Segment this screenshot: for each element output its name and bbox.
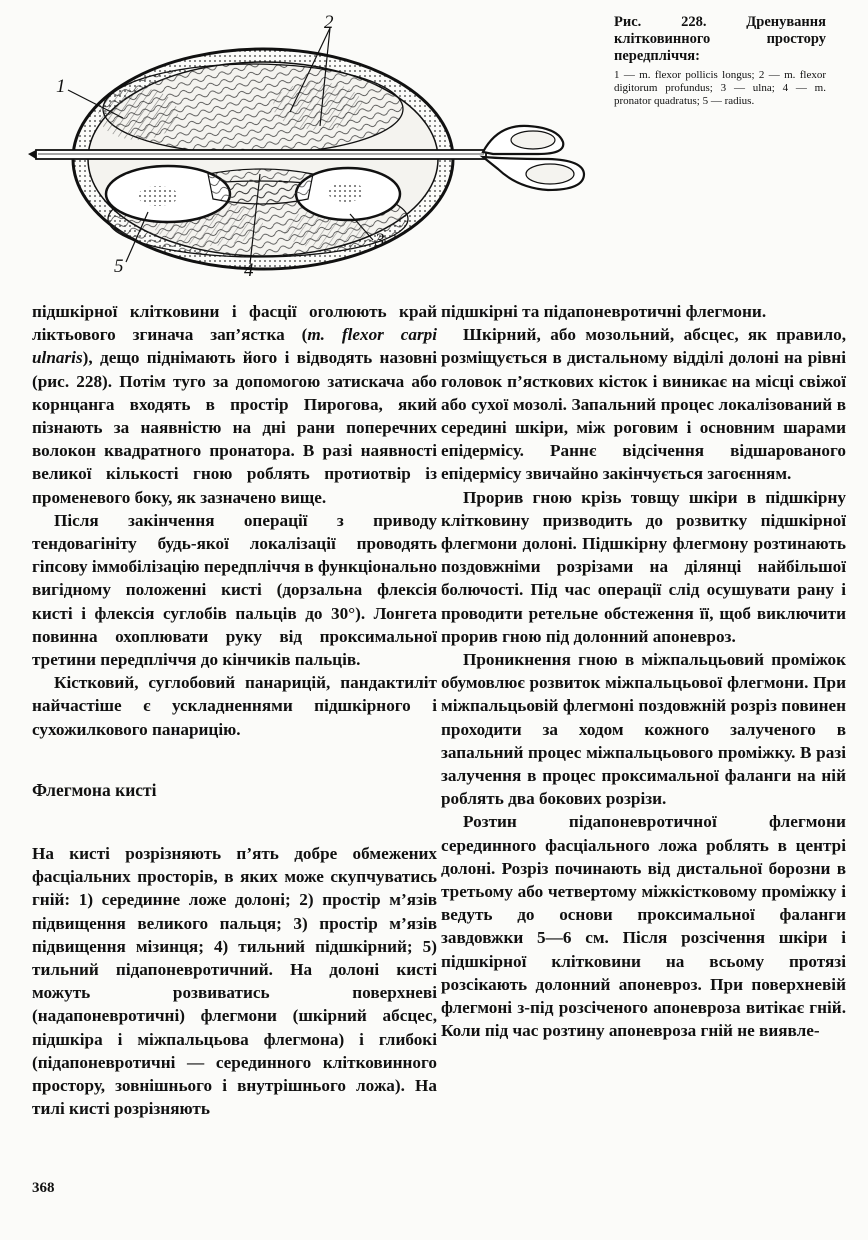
paragraph: Проникнення гною в міжпальцьовий проміжок обумовлює розвиток міжпальцьової флегмони. При міжпальцьовій флегмоні поздовжній розріз повинен проходити за ходом кожного залученого в запальний процес міжпальцьового проміжку. В разі залучення в процес проксимальної фаланги на ній роблять два бокових розрізи. [441,650,846,809]
right-text-column [441,300,846,1043]
paragraph: підшкірні та підапоневротичні флегмони. [441,302,767,321]
figure-label-1: 1 [56,76,66,97]
key-term: Підшкірну флегмону [582,534,749,554]
figure-label-4: 4 [244,260,254,276]
figure-caption [614,14,826,108]
paragraph: Прорив гною крізь товщу шкіри в підшкірну клітковину призводить до розвитку підшкірної флегмони долоні. Підшкірну флегмону розтинають поздовжніми розрізами на ділянці найбільшої болючості. Під час операції слід осушувати рану і проводити ретельне обстеження її, щоб виключити прорив гною під долонний апоневроз. [441,487,846,646]
paragraph: Розтин підапоневротичної флегмони серединного фасціального ложа роблять в центрі долоні. Розріз починають від дистальної борозни в третьому або четвертому міжкістковому проміжку і ведуть до основи проксимальної фаланги завдовжки 5—6 см. Після розсічення шкіри і підшкірної клітковини на всьому протязі розсікають долонний апоневроз. При поверхневій флегмоні з-під розсіченого апоневроза витікає гній. Коли під час розтину апоневроза гній не виявле- [441,812,846,1041]
key-term: міжпальцьової флегмони. [605,673,809,693]
page-number: 368 [32,1180,55,1196]
latin-term: m. flexor carpi ulnaris [32,325,438,368]
figure-label-2: 2 [324,14,334,33]
key-term: Шкірний, або мозольний, абсцес [463,325,735,345]
figure-label-3: 3 [375,230,385,251]
drainage-forceps-shaft [36,150,486,159]
figure-label-5: 5 [114,256,124,276]
caption-legend: 1 — m. flexor pollicis longus; 2 — m. flexor digitorum profundus; 3 — ulna; 4 — m. pronator quadratus; 5 — radius. [614,69,826,107]
left-text-column [32,300,437,1121]
paragraph: Шкірний, або мозольний, абсцес, як правило, розміщується в дистальному відділі долоні на рівні головок п’ясткових кісток і виникає на місці свіжої або сухої мозолі. Запальний процес локалізований в середині шкіри, між роговим і основним шарами епідермісу. Раннє відсічення відшарованого епідермісу звичайно закінчується загоєнням. [441,325,846,484]
key-term: підапоневротичної флегмони [568,812,846,832]
figure-228-illustration [28,14,588,276]
caption-title: Рис. 228. Дренування клітковинного простору передпліччя: [614,14,826,64]
paragraph: Кістковий, суглобовий панарицій, пандактиліт найчастіше є ускладненнями підшкірного і сухожилкового панарицію. [32,673,437,739]
paragraph: На кисті розрізняють п’ять добре обмежених фасціальних просторів, в яких може скупчуватись гній: 1) серединне ложе долоні; 2) простір м’язів підвищення великого пальця; 3) простір м’язів підвищення мізинця; 4) тильний підшкірний; 5) тильний підапоневротичний. На долоні кисті можуть розвиватись поверхневі (надапоневротичні) флегмони (шкірний абсцес, підшкіра і міжпальцьова флегмона) і глибокі (підапоневротичні — серединного клітковинного простору, зовнішнього і внутрішнього ложа). На тилі кисті розрізняють [32,844,437,1119]
paragraph: підшкірної клітковини і фасції оголюють край ліктьового згинача зап’ястка (m. flexor carpi ulnaris), дещо піднімають його і відводять назовні (рис. 228). Потім туго за допомогою затискача або корнцанга входять в простір Пирогова, який пізнають за наявністю на дні рани поперечних волокон квадратного пронатора. В разі наявності великої кількості гною роблять протиотвір із променевого боку, як зазначено вище. [32,302,438,507]
paragraph: Після закінчення операції з приводу тендовагініту будь-якої локалізації проводять гіпсову іммобілізацію передпліччя в функціонально вигідному положенні кисті (дорзальна флексія кисті і флексія суглобів пальців до 30°). Лонгета повинна охоплювати руку від проксимальної третини передпліччя до кінчиків пальців. [32,510,437,670]
forearm-cross-section-drawing [28,14,588,276]
section-heading: Флегмона кисті [32,779,157,800]
